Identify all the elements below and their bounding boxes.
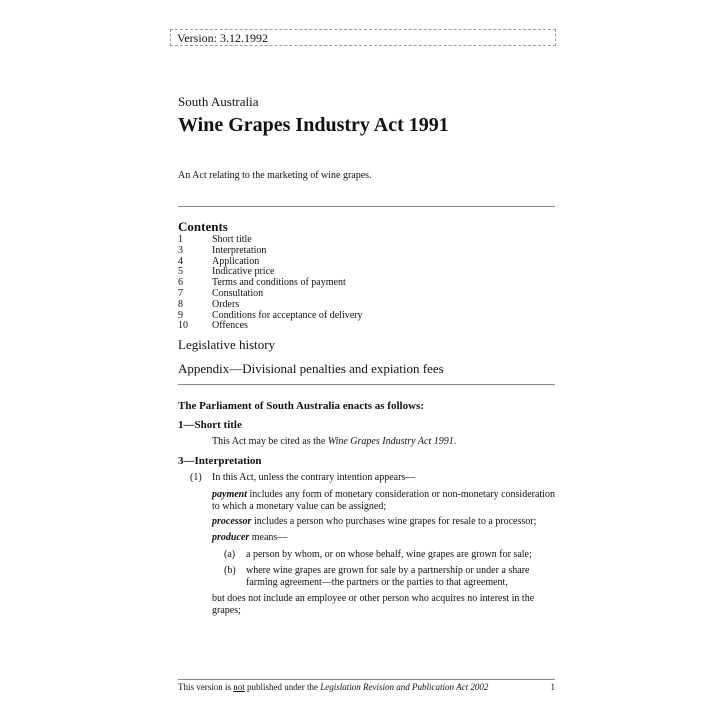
subsection-number: (1) [190, 472, 202, 483]
toc-item-number: 8 [178, 298, 183, 310]
definition-processor: processor includes a person who purchases wine grapes for resale to a processor; [212, 516, 537, 527]
toc-item-title: Consultation [212, 287, 264, 299]
version-label: Version: 3.12.1992 [170, 29, 556, 46]
toc-item-number: 3 [178, 244, 183, 256]
toc-item[interactable] [178, 311, 363, 322]
section-1-heading: 1—Short title [178, 419, 242, 431]
toc-item-number: 9 [178, 309, 183, 321]
page-number: 1 [550, 682, 555, 692]
paragraph-b-text: where wine grapes are grown for sale by a partnership or under a share farming agreement—the partners or the parties to that agreement, [246, 565, 530, 588]
toc-item[interactable] [178, 278, 363, 289]
footer-note: This version is not published under the Legislation Revision and Publication Act 2002 [178, 682, 489, 692]
toc-item-title: Conditions for acceptance of delivery [212, 309, 363, 321]
toc-item-title: Short title [212, 234, 252, 245]
toc-item[interactable] [178, 235, 363, 246]
contents-heading: Contents [178, 219, 228, 234]
toc-legislative-history[interactable]: Legislative history [178, 337, 276, 352]
definition-producer: producer means— [212, 532, 288, 543]
page-footer [178, 682, 555, 692]
toc-item[interactable] [178, 321, 363, 332]
toc-item[interactable] [178, 289, 363, 300]
toc-item-title: Application [212, 255, 260, 267]
divider [178, 384, 555, 385]
act-title: Wine Grapes Industry Act 1991 [178, 114, 449, 136]
long-title: An Act relating to the marketing of wine grapes. [178, 170, 372, 181]
toc-item-number: 10 [178, 320, 188, 332]
enacting-words: The Parliament of South Australia enacts as follows: [178, 400, 424, 412]
toc-appendix[interactable]: Appendix—Divisional penalties and expiation fees [178, 361, 444, 376]
toc-item-number: 5 [178, 266, 183, 278]
paragraph-a-number: (a) [224, 549, 236, 560]
section-3-heading: 3—Interpretation [178, 455, 262, 467]
footer-divider [178, 679, 555, 680]
table-of-contents [178, 235, 363, 332]
toc-item-number: 1 [178, 234, 183, 245]
toc-item-title: Orders [212, 298, 240, 310]
divider [178, 206, 555, 207]
paragraph-a-text: a person by whom, or on whose behalf, wine grapes are grown for sale; [246, 549, 532, 560]
paragraph-b-number: (b) [224, 565, 236, 576]
toc-item[interactable] [178, 246, 363, 257]
toc-item[interactable] [178, 300, 363, 311]
definition-closing-text: but does not include an employee or other person who acquires no interest in the grapes; [212, 593, 535, 616]
toc-item-number: 7 [178, 287, 183, 299]
toc-item-title: Terms and conditions of payment [212, 277, 346, 289]
jurisdiction: South Australia [178, 94, 259, 109]
toc-item-number: 6 [178, 277, 183, 289]
section-1-text: This Act may be cited as the Wine Grapes Industry Act 1991. [212, 436, 457, 447]
toc-item-title: Indicative price [212, 266, 275, 278]
definition-payment: payment includes any form of monetary consideration or non-monetary consideration to which a monetary value can be assigned; [212, 489, 555, 512]
toc-item-title: Offences [212, 320, 248, 332]
toc-item-number: 4 [178, 255, 183, 267]
toc-item-title: Interpretation [212, 244, 267, 256]
subsection-text: In this Act, unless the contrary intention appears— [212, 472, 416, 483]
